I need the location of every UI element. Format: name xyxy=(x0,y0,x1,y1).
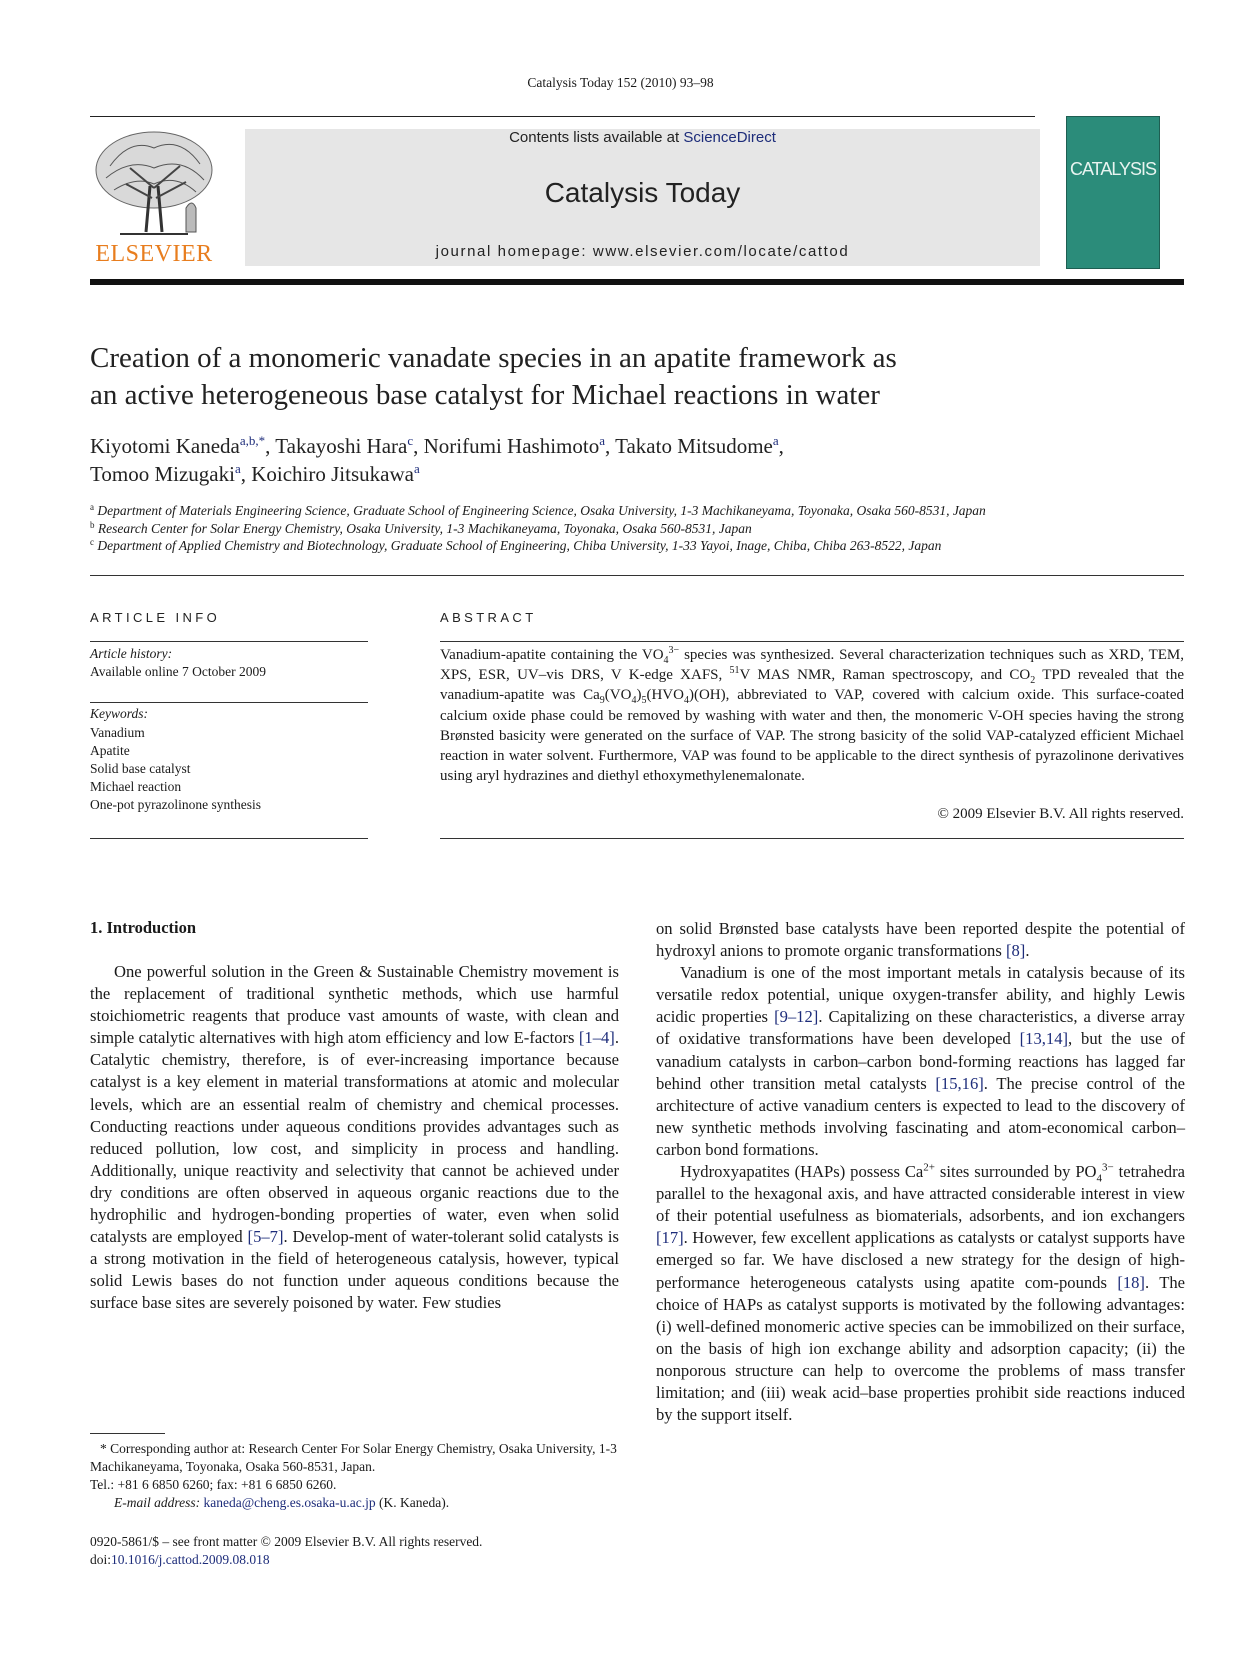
citation-link[interactable]: [18] xyxy=(1117,1272,1145,1292)
citation-link[interactable]: [5–7] xyxy=(247,1227,284,1247)
email-link[interactable]: kaneda@cheng.es.osaka-u.ac.jp xyxy=(203,1495,376,1510)
paragraph: on solid Brønsted base catalysts have been reported despite the potential of hydroxyl anions to promote organic transformations [8]. xyxy=(656,919,1185,961)
affiliation xyxy=(90,520,1190,538)
citation-link[interactable]: [13,14] xyxy=(1019,1029,1069,1049)
paragraph: One powerful solution in the Green & Sustainable Chemistry movement is the replacement of traditional synthetic methods, which use harmful stoichiometric reagents that produce vast amounts of waste, with clean and simple catalytic alternatives with high atom efficiency and low E-factors [1–4]. Catalytic chemistry, therefore, is of ever-increasing importance because catalyst is a key element in material transformations at atomic and molecular levels, which are an essential realm of chemistry and chemical processes. Conducting reactions under aqueous conditions provides advantages such as reduced pollution, low cost, and simplicity in process and handling. Additionally, unique reactivity and selectivity that cannot be achieved under dry conditions are often observed in aqueous organic reactions due to the hydrophilic and hydrogen-bonding properties of water, even when solid catalysts are employed [5–7]. Develop-ment of water-tolerant solid catalysts is a strong motivation in the field of heterogeneous catalysis, however, typical solid Lewis bases do not function under aqueous conditions because the surface base sites are severely poisoned by water. Few studies xyxy=(90,962,620,1313)
author-separator: , xyxy=(413,434,424,458)
author-name: Takato Mitsudome xyxy=(615,434,773,458)
journal-banner xyxy=(245,129,1040,266)
email-suffix: (K. Kaneda). xyxy=(375,1495,450,1510)
citation-link[interactable]: [15,16] xyxy=(935,1073,984,1093)
corresponding-author-footnote xyxy=(90,1440,619,1512)
contents-line xyxy=(245,129,1040,146)
article-info-rule xyxy=(90,641,368,642)
journal-cover xyxy=(1066,116,1160,269)
citation-link[interactable]: [17] xyxy=(656,1228,684,1248)
paragraph: Vanadium is one of the most important metals in catalysis because of its versatile redox potential, unique oxygen-transfer ability, and highly Lewis acidic properties [9–12]. Capitalizing on these characteristics, a diverse array of oxidative transformations have been developed [13,14], but the use of vanadium catalysts in carbon–carbon bond-forming reactions has lagged far behind other transition metal catalysts [15,16]. The precise control of the architecture of active vanadium centers is expected to lead to the discovery of new synthetic methods involving fascinating and atom-economical carbon–carbon bond formations. xyxy=(656,963,1185,1159)
affiliation-list xyxy=(90,502,1190,555)
front-matter xyxy=(90,1533,482,1569)
article-info-rule xyxy=(90,702,368,703)
keyword: Vanadium xyxy=(90,725,145,740)
abstract-text: Vanadium-apatite containing the $VO_4^{3-}$ species was synthesized. Several characterization techniques such as XRD, TEM, XPS, ESR, UV–vis DRS, V K-edge XAFS, $^{51}$V MAS NMR, Raman spectroscopy, and $CO_2$ TPD revealed that the vanadium-apatite was $Ca_9(VO_4)_5(HVO_4)(OH)$, abbreviated to VAP, covered with calcium oxide. This surface-coated calcium oxide phase could be removed by washing with water and then, the monomeric V-OH species having the strong Brønsted basicity were generated on the surface of VAP. The strong basicity of the solid VAP-catalyzed efficient Michael reaction in water solvent. Furthermore, VAP was found to be applicable to the direct synthesis of pyrazolinone derivatives using aryl hydrazines and diethyl ethoxymethylenemalonate. xyxy=(440,645,1184,785)
doi-line xyxy=(90,1551,482,1569)
front-matter-line: 0920-5861/$ – see front matter © 2009 Elsevier B.V. All rights reserved. xyxy=(90,1534,483,1549)
phone-fax: Tel.: +81 6 6850 6260; fax: +81 6 6850 6260. xyxy=(90,1477,337,1492)
journal-reference: Catalysis Today 152 (2010) 93–98 xyxy=(527,75,714,90)
keyword: Apatite xyxy=(90,743,130,758)
author-affil-mark[interactable]: a xyxy=(599,433,605,448)
elsevier-logo xyxy=(90,128,218,268)
paragraph: Hydroxyapatites (HAPs) possess $Ca^{2+}$ sites surrounded by $PO_4^{3-}$ tetrahedra parallel to the hexagonal axis, and have attracted considerable interest in view of their potential usefulness as biomaterials, adsorbents, and ion exchangers [17]. However, few excellent applications as catalysts or catalyst supports have emerged so far. We have disclosed a new strategy for the design of high-performance heterogeneous catalysts using apatite com-pounds [18]. The choice of HAPs as catalyst supports is motivated by the following advantages: (i) well-defined monomeric active species can be immobilized on their surface, on the basis of high ion exchange ability and adsorption capacity; (ii) the nonporous structure can help to overcome the problems of mass transfer limitation; and (iii) weak acid–base properties prohibit side reactions induced by the support itself. xyxy=(656,1161,1185,1425)
body-column-right xyxy=(656,918,1185,1426)
history-value: Available online 7 October 2009 xyxy=(90,664,266,679)
email-line xyxy=(90,1494,619,1512)
journal-title: Catalysis Today xyxy=(544,177,741,208)
keyword: Michael reaction xyxy=(90,779,182,794)
history-label: Article history: xyxy=(90,646,173,661)
title-line-1: Creation of a monomeric vanadate species in an apatite framework as xyxy=(90,342,897,374)
affiliation-text: Department of Materials Engineering Science, Graduate School of Engineering Science, Osaka University, 1-3 Machikaneyama, Toyonaka, Osaka 560-8531, Japan xyxy=(97,503,986,518)
sciencedirect-link[interactable]: ScienceDirect xyxy=(683,129,776,146)
email-label: E-mail address: xyxy=(114,1495,204,1510)
cover-title: CATALYSIS xyxy=(1069,159,1157,179)
author-affil-mark[interactable]: a xyxy=(413,461,420,476)
affiliation-mark: c xyxy=(90,537,94,547)
contents-prefix: Contents lists available at xyxy=(509,129,684,146)
article-info-rule xyxy=(90,838,368,839)
affiliation-text: Research Center for Solar Energy Chemistry, Osaka University, 1-3 Machikaneyama, Toyonaka, Osaka 560-8531, Japan xyxy=(97,520,752,536)
author-separator: , xyxy=(778,434,784,458)
keyword: One-pot pyrazolinone synthesis xyxy=(90,797,261,812)
author-name: Takayoshi Hara xyxy=(275,434,408,458)
header-thick-rule xyxy=(90,279,1184,285)
author-separator: , xyxy=(265,434,276,458)
body-column-left xyxy=(90,961,619,1315)
author-line-1 xyxy=(90,432,1190,460)
doi-label: doi: xyxy=(90,1552,112,1567)
author-separator: , xyxy=(240,462,252,486)
keywords-label: Keywords: xyxy=(90,706,148,721)
abstract-copyright: © 2009 Elsevier B.V. All rights reserved. xyxy=(937,806,1184,822)
doi-link[interactable]: 10.1016/j.cattod.2009.08.018 xyxy=(111,1552,270,1567)
abstract-rule xyxy=(440,641,1184,642)
footnote-rule xyxy=(90,1433,165,1434)
header-divider xyxy=(90,116,1035,117)
corresponding-note: * Corresponding author at: Research Center For Solar Energy Chemistry, Osaka University, 1-3 Machikaneyama, Toyonaka, Osaka 560-8531, Japan. xyxy=(90,1441,617,1474)
affiliation-mark: b xyxy=(90,519,95,530)
citation-link[interactable]: [1–4] xyxy=(578,1028,615,1048)
author-affil-mark[interactable]: a xyxy=(234,461,241,476)
tree-icon xyxy=(90,128,218,240)
author-affil-mark[interactable]: a xyxy=(772,433,779,448)
author-name: Kiyotomi Kaneda xyxy=(90,434,240,458)
author-list xyxy=(90,432,1190,488)
author-affil-mark[interactable]: a,b,* xyxy=(239,433,266,448)
title-line-2: an active heterogeneous base catalyst for Michael reactions in water xyxy=(90,379,880,411)
elsevier-wordmark: ELSEVIER xyxy=(95,241,213,267)
keyword: Solid base catalyst xyxy=(90,761,191,776)
author-affil-mark[interactable]: c xyxy=(407,433,414,448)
author-name: Tomoo Mizugaki xyxy=(90,462,235,486)
author-separator: , xyxy=(605,434,616,458)
abstract-heading: ABSTRACT xyxy=(440,610,537,625)
abstract-rule xyxy=(440,838,1184,839)
citation-link[interactable]: [9–12] xyxy=(774,1007,819,1027)
author-line-2 xyxy=(90,460,1190,488)
keywords-list xyxy=(90,724,261,814)
journal-homepage[interactable]: journal homepage: www.elsevier.com/locate/cattod xyxy=(435,243,850,260)
article-info-heading: ARTICLE INFO xyxy=(90,610,221,625)
affiliation xyxy=(90,502,1190,520)
section-divider xyxy=(90,575,1184,576)
affiliation-text: Department of Applied Chemistry and Biotechnology, Graduate School of Engineering, Chiba University, 1-33 Yayoi, Inage, Chiba, Chiba 263-8522, Japan xyxy=(97,538,942,553)
author-name: Norifumi Hashimoto xyxy=(423,434,600,458)
affiliation-mark: a xyxy=(90,502,94,512)
author-name: Koichiro Jitsukawa xyxy=(251,462,414,486)
citation-link[interactable]: [8] xyxy=(1005,941,1026,961)
introduction-heading: 1. Introduction xyxy=(90,918,197,937)
affiliation xyxy=(90,537,1190,555)
article-title xyxy=(90,340,1190,414)
